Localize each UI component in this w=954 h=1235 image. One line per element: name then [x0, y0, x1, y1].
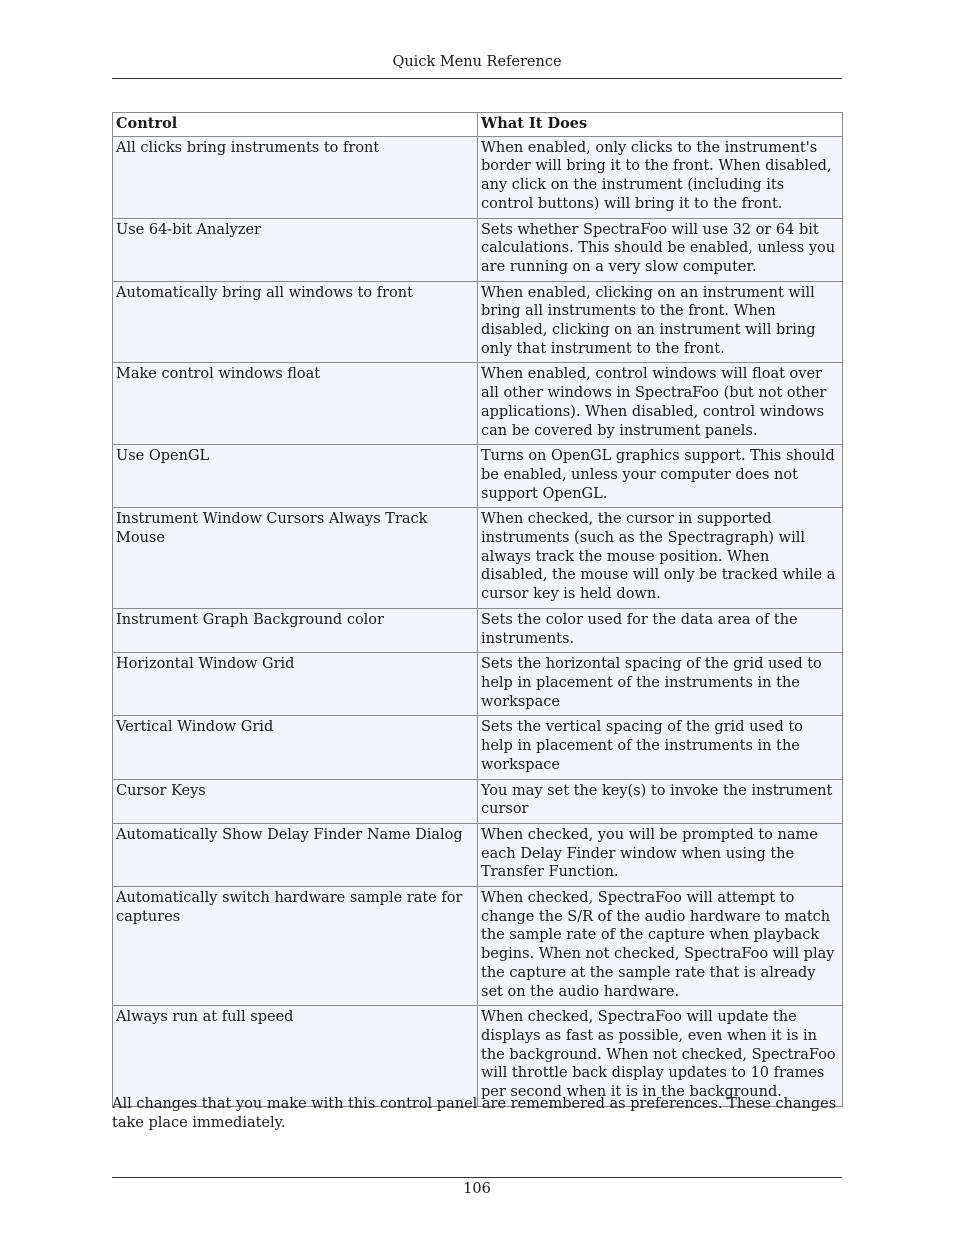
control-description: When enabled, control windows will float over all other windows in SpectraFoo (but not other applications). When disabled, control windows can be covered by instrument panels.: [478, 363, 843, 445]
table-row: [113, 608, 843, 652]
table-header-row: [113, 113, 843, 137]
control-name: Horizontal Window Grid: [113, 653, 478, 716]
table-row: [113, 445, 843, 508]
footer-divider: [112, 1177, 842, 1178]
table-row: [113, 716, 843, 779]
control-name: Use 64-bit Analyzer: [113, 218, 478, 281]
table-row: [113, 281, 843, 363]
control-name: Automatically bring all windows to front: [113, 281, 478, 363]
control-description: Sets the color used for the data area of the instruments.: [478, 608, 843, 652]
control-description: Sets the horizontal spacing of the grid used to help in placement of the instruments in the workspace: [478, 653, 843, 716]
control-description: When checked, SpectraFoo will attempt to change the S/R of the audio hardware to match the sample rate of the capture when playback begins. When not checked, SpectraFoo will play the capture at the sample rate that is already set on the audio hardware.: [478, 887, 843, 1006]
table-row: [113, 363, 843, 445]
control-name: Instrument Window Cursors Always Track Mouse: [113, 508, 478, 609]
control-description: When enabled, only clicks to the instrument's border will bring it to the front. When disabled, any click on the instrument (including its control buttons) will bring it to the front.: [478, 136, 843, 218]
control-description: When checked, the cursor in supported instruments (such as the Spectragraph) will always track the mouse position. When disabled, the mouse will only be tracked while a cursor key is held down.: [478, 508, 843, 609]
control-name: Make control windows float: [113, 363, 478, 445]
table-row: [113, 823, 843, 886]
table-row: [113, 218, 843, 281]
control-name: Vertical Window Grid: [113, 716, 478, 779]
column-header-control: Control: [113, 113, 478, 137]
control-reference-table: [112, 112, 843, 1107]
table-row: [113, 1006, 843, 1107]
control-description: Sets whether SpectraFoo will use 32 or 64 bit calculations. This should be enabled, unless you are running on a very slow computer.: [478, 218, 843, 281]
preferences-note: All changes that you make with this control panel are remembered as preferences. These changes take place immediately.: [112, 1095, 837, 1131]
running-header: Quick Menu Reference: [392, 54, 562, 70]
control-description: When checked, SpectraFoo will update the displays as fast as possible, even when it is in the background. When not checked, SpectraFoo will throttle back display updates to 10 frames per second when it is in the background.: [478, 1006, 843, 1107]
control-name: Instrument Graph Background color: [113, 608, 478, 652]
control-description: Turns on OpenGL graphics support. This should be enabled, unless your computer does not support OpenGL.: [478, 445, 843, 508]
table-row: [113, 653, 843, 716]
table-row: [113, 887, 843, 1006]
control-name: Always run at full speed: [113, 1006, 478, 1107]
table-row: [113, 508, 843, 609]
control-description: You may set the key(s) to invoke the instrument cursor: [478, 779, 843, 823]
control-description: Sets the vertical spacing of the grid used to help in placement of the instruments in the workspace: [478, 716, 843, 779]
header-divider: [112, 78, 842, 79]
control-description: When checked, you will be prompted to name each Delay Finder window when using the Transfer Function.: [478, 823, 843, 886]
control-name: Automatically Show Delay Finder Name Dialog: [113, 823, 478, 886]
page-number: 106: [463, 1181, 491, 1197]
control-name: Automatically switch hardware sample rate for captures: [113, 887, 478, 1006]
table-row: [113, 136, 843, 218]
table-row: [113, 779, 843, 823]
control-description: When enabled, clicking on an instrument will bring all instruments to the front. When disabled, clicking on an instrument will bring only that instrument to the front.: [478, 281, 843, 363]
control-name: Use OpenGL: [113, 445, 478, 508]
control-name: Cursor Keys: [113, 779, 478, 823]
column-header-what-it-does: What It Does: [478, 113, 843, 137]
control-name: All clicks bring instruments to front: [113, 136, 478, 218]
